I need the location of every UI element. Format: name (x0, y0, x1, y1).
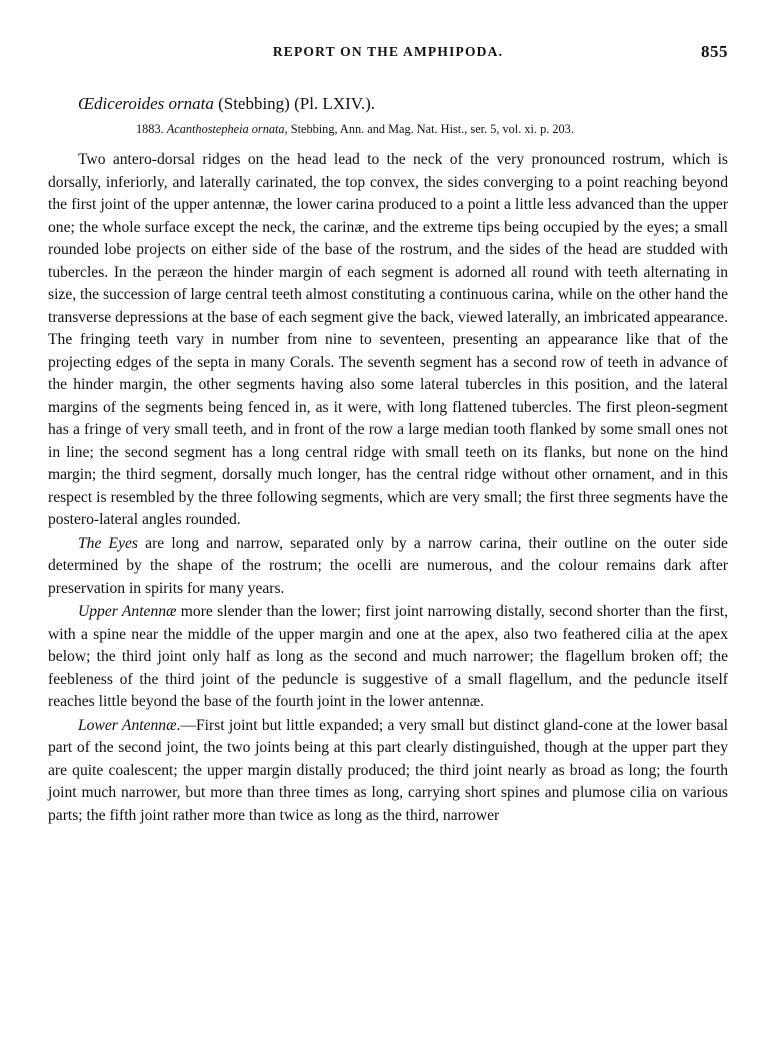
species-heading (78, 94, 728, 114)
upper-antennae-lead: Upper Antennæ (78, 603, 177, 620)
synonymy-entry (136, 122, 728, 137)
species-name: Œdiceroides ornata (78, 94, 214, 113)
upper-antennae-paragraph (48, 601, 728, 714)
running-header (48, 42, 728, 68)
book-page (48, 42, 728, 827)
upper-antennae-text: more slender than the lower; first joint narrowing distally, second shorter than the first, with a spine near the middle of the upper margin and one at the apex, also two feathered cilia at the apex below; the third joint only half as long as the second and much narrower; the flagellum broken off; the feebleness of the third joint of the peduncle is suggestive of a small flagellum, and the peduncle itself reaches little beyond the base of the fourth joint in the lower antennæ. (48, 603, 728, 710)
synonymy-name: Acanthostepheia ornata (166, 122, 285, 136)
eyes-text: are long and narrow, separated only by a narrow carina, their outline on the outer side determined by the shape of the rostrum; the ocelli are numerous, and the colour remains dark after preservation in spirits for many years. (48, 534, 728, 597)
eyes-paragraph (48, 533, 728, 601)
synonymy-year: 1883. (136, 122, 167, 136)
running-title: REPORT ON THE AMPHIPODA. (272, 44, 504, 59)
lower-antennae-lead: Lower Antennæ (78, 716, 177, 734)
lower-antennae-text: .—First joint but little expanded; a very small but distinct gland-cone at the lower basal part of the second joint, the two joints being at this part clearly distinguished, though at the upper part they are quite coalescent; the upper margin distally produced; the third joint nearly as broad as long; the fourth joint much narrower, but more than three times as long, carrying short spines and plumose cilia on various parts; the fifth joint rather more than twice as long as the third, narrower (48, 716, 728, 824)
synonymy-citation: , Stebbing, Ann. and Mag. Nat. Hist., ser. 5, vol. xi. p. 203. (284, 122, 574, 136)
species-authority: (Stebbing) (Pl. LXIV.). (213, 94, 376, 113)
page-number: 855 (701, 42, 728, 61)
description-paragraph: Two antero-dorsal ridges on the head lead to the neck of the very pronounced rostrum, which is dorsally, inferiorly, and laterally carinated, the top convex, the sides converging to a point reaching beyond the first joint of the upper antennæ, the lower carina produced to a point a little less advanced than the upper one; the whole surface except the neck, the carinæ, and the extreme tips being occupied by the eyes; a small rounded lobe projects on either side of the base of the rostrum, and the sides of the head are studded with tubercles. In the peræon the hinder margin of each segment is adorned all round with teeth alternating in size, the succession of large central teeth almost constituting a continuous carina, while on the other hand the transverse depressions at the base of each segment give the back, viewed laterally, an imbricated appearance. The fringing teeth vary in number from nine to seventeen, presenting an appearance like that of the projecting edges of the septa in many Corals. The seventh segment has a second row of teeth in advance of the hinder margin, the other segments having also some lateral tubercles in this position, and the lateral margins of the segments being fenced in, as it were, with long flattened tubercles. The first pleon-segment has a fringe of very small teeth, and in front of the row a large median tooth flanked by some small ones not in line; the second segment has a long central ridge with small teeth on its flanks, but none on the hind margin; the third segment, dorsally much longer, has the central ridge without other ornament, and in this respect is resembled by the three following segments, which are very small; the first three segments have the postero-lateral angles rounded. (48, 151, 729, 528)
eyes-lead: The Eyes (78, 534, 138, 552)
lower-antennae-paragraph (48, 715, 728, 828)
